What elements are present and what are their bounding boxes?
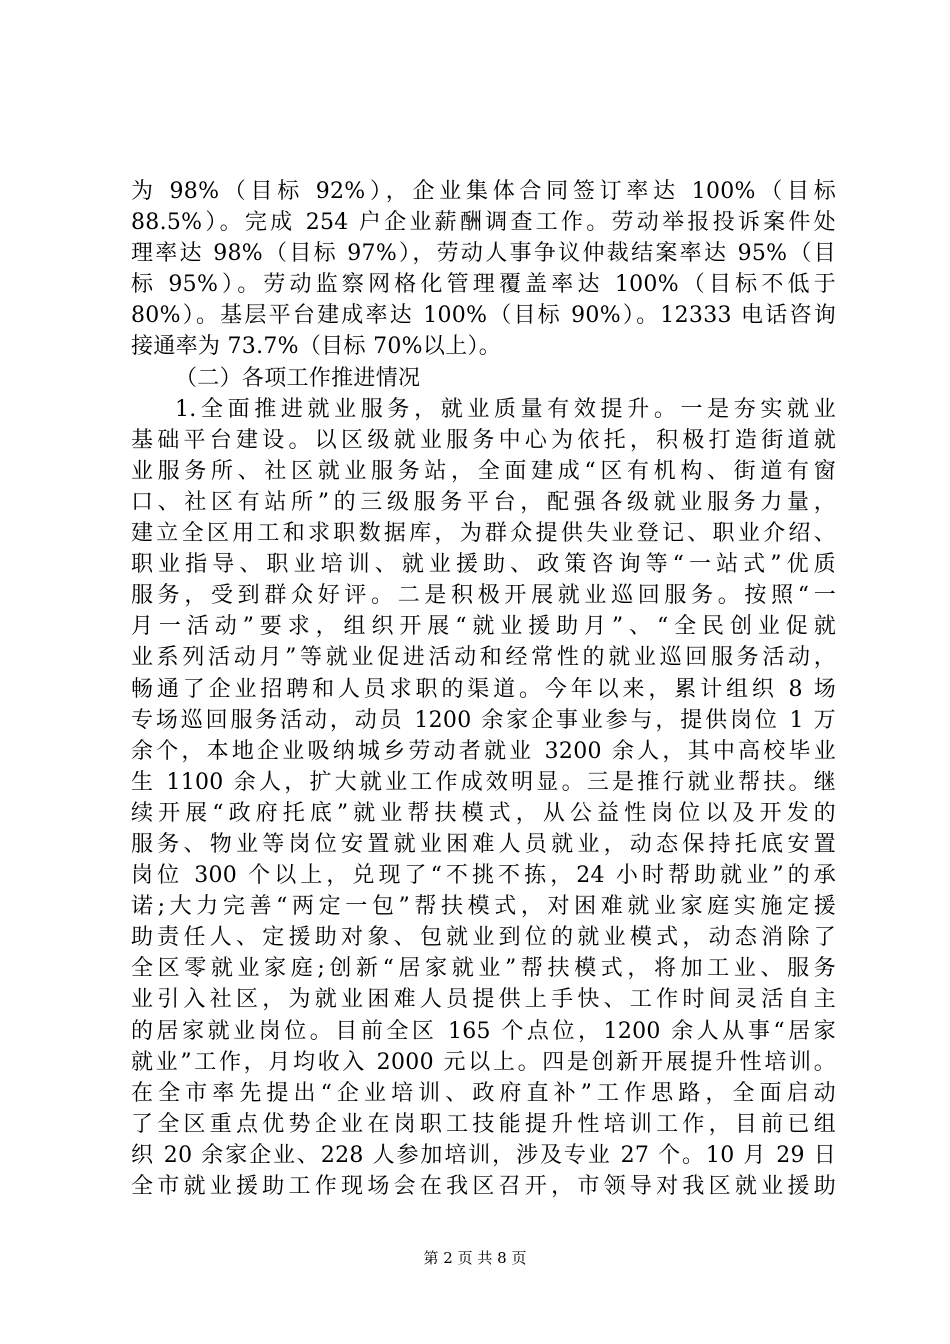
text-line: 月一活动”要求，组织开展“就业援助月”、“全民创业促就 bbox=[131, 614, 836, 640]
text-line: 业系列活动月”等就业促进活动和经常性的就业巡回服务活动， bbox=[131, 645, 836, 671]
text-line: 生 1100 余人，扩大就业工作成效明显。三是推行就业帮扶。继 bbox=[131, 769, 836, 795]
text-line: 接通率为 73.7%（目标 70%以上）。 bbox=[131, 334, 502, 360]
text-line: 续开展“政府托底”就业帮扶模式，从公益性岗位以及开发的 bbox=[131, 800, 836, 826]
paragraph-first-line: 1.全面推进就业服务，就业质量有效提升。一是夯实就业 bbox=[175, 396, 836, 422]
page-footer bbox=[0, 1248, 950, 1268]
text-line: 在全市率先提出“企业培训、政府直补”工作思路，全面启动 bbox=[131, 1080, 836, 1106]
text-line: 服务，受到群众好评。二是积极开展就业巡回服务。按照“一 bbox=[131, 583, 836, 609]
text-line: 基础平台建设。以区级就业服务中心为依托，积极打造街道就 bbox=[131, 427, 836, 453]
text-line: 88.5%）。完成 254 户企业薪酬调查工作。劳动举报投诉案件处 bbox=[131, 210, 836, 236]
text-line: 80%）。基层平台建成率达 100%（目标 90%）。12333 电话咨询 bbox=[131, 303, 836, 329]
text-line: 织 20 余家企业、228 人参加培训，涉及专业 27 个。10 月 29 日 bbox=[131, 1142, 836, 1168]
text-line: 岗位 300 个以上，兑现了“不挑不拣，24 小时帮助就业”的承 bbox=[131, 863, 836, 889]
text-line: 理率达 98%（目标 97%），劳动人事争议仲裁结案率达 95%（目 bbox=[131, 241, 836, 267]
text-line: 就业”工作，月均收入 2000 元以上。四是创新开展提升性培训。 bbox=[131, 1049, 836, 1075]
text-line: 了全区重点优势企业在岗职工技能提升性培训工作，目前已组 bbox=[131, 1111, 836, 1137]
text-line: 助责任人、定援助对象、包就业到位的就业模式，动态消除了 bbox=[131, 925, 836, 951]
text-line: 全区零就业家庭;创新“居家就业”帮扶模式，将加工业、服务 bbox=[131, 956, 836, 982]
text-line: 建立全区用工和求职数据库，为群众提供失业登记、职业介绍、 bbox=[131, 521, 836, 547]
text-line: 口、社区有站所”的三级服务平台，配强各级就业服务力量， bbox=[131, 489, 836, 515]
text-line: 余个，本地企业吸纳城乡劳动者就业 3200 余人，其中高校毕业 bbox=[131, 738, 836, 764]
text-line: 专场巡回服务活动，动员 1200 余家企事业参与，提供岗位 1 万 bbox=[131, 707, 836, 733]
text-line: 畅通了企业招聘和人员求职的渠道。今年以来，累计组织 8 场 bbox=[131, 676, 836, 702]
text-line: 的居家就业岗位。目前全区 165 个点位，1200 余人从事“居家 bbox=[131, 1018, 836, 1044]
text-line: 为 98%（目标 92%），企业集体合同签订率达 100%（目标 bbox=[131, 179, 836, 204]
section-heading: （二）各项工作推进情况 bbox=[175, 365, 421, 391]
text-line: 服务、物业等岗位安置就业困难人员就业，动态保持托底安置 bbox=[131, 831, 836, 857]
text-line: 业服务所、社区就业服务站，全面建成“区有机构、街道有窗 bbox=[131, 458, 836, 484]
text-line: 标 95%）。劳动监察网格化管理覆盖率达 100%（目标不低于 bbox=[131, 272, 836, 298]
document-body bbox=[131, 176, 836, 1202]
text-line: 全市就业援助工作现场会在我区召开，市领导对我区就业援助 bbox=[131, 1174, 836, 1199]
text-line: 职业指导、职业培训、就业援助、政策咨询等“一站式”优质 bbox=[131, 552, 836, 578]
page-number-label: 第 2 页 共 8 页 bbox=[423, 1249, 527, 1267]
text-line: 业引入社区，为就业困难人员提供上手快、工作时间灵活自主 bbox=[131, 987, 836, 1013]
text-line: 诺;大力完善“两定一包”帮扶模式，对困难就业家庭实施定援 bbox=[131, 894, 836, 920]
